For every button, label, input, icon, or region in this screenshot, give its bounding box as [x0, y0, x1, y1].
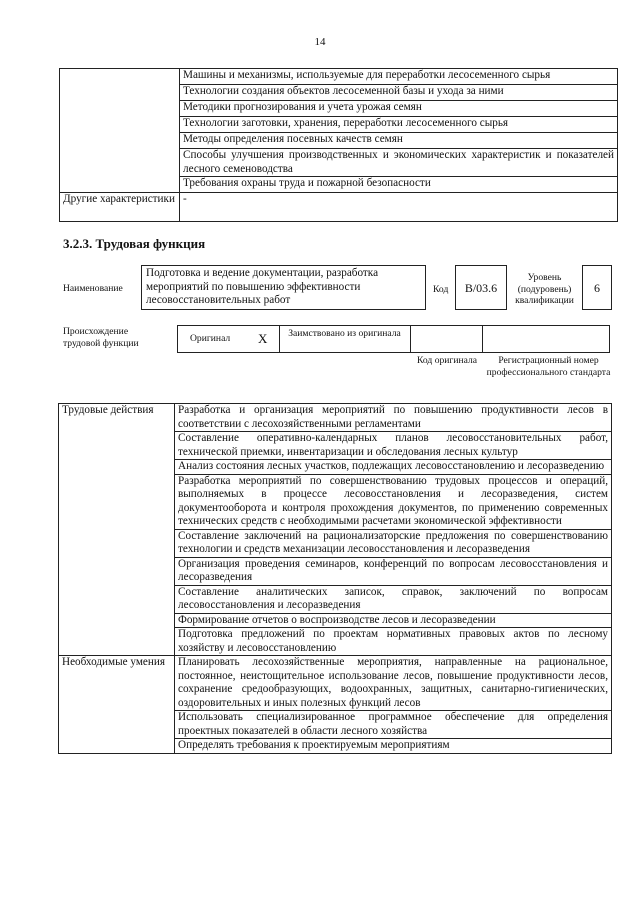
code-label: Код: [433, 284, 449, 295]
level-value-box: [582, 265, 612, 310]
level-value: 6: [594, 281, 600, 295]
table-cell: Составление оперативно-календарных планов лесовосстановительных работ, технической приемки, инвентаризации и обследования лесных культур: [175, 432, 612, 460]
table-row: [59, 404, 612, 432]
skills-label: Необходимые умения: [59, 656, 175, 754]
code-value: B/03.6: [464, 281, 498, 295]
origin-divider-1: [279, 325, 280, 353]
reg-caption: Регистрационный номер профессионального стандарта: [486, 355, 611, 378]
main-table: [58, 403, 612, 754]
table-cell: Разработка мероприятий по совершенствованию трудовых процессов и операций, выполняемых в процессе лесовосстановления и лесоразведения, систем документооборота и контроля прохождения документов, по применению современных технических средств с необходимыми расчетами экономической эффективности: [175, 474, 612, 529]
table-cell: Способы улучшения производственных и экономических характеристик и показателей лесного семеноводства: [180, 149, 618, 177]
table-row: [60, 193, 618, 222]
name-value-box: [141, 265, 426, 310]
level-label: Уровень (подуровень) квалификации: [515, 272, 574, 306]
table-cell: Машины и механизмы, используемые для переработки лесосеменного сырья: [180, 69, 618, 85]
code-value-box: [455, 265, 507, 310]
table-cell: Использовать специализированное программное обеспечение для определения проектных показателей в области лесного хозяйства: [175, 711, 612, 739]
other-characteristics-value: -: [180, 193, 618, 222]
borrowed-label: Заимствовано из оригинала: [288, 328, 401, 339]
table-cell: Определять требования к проектируемым мероприятиям: [175, 739, 612, 754]
table-cell: Разработка и организация мероприятий по повышению продуктивности лесов в соответствии с лесохозяйственными регламентами: [175, 404, 612, 432]
actions-label: Трудовые действия: [59, 404, 175, 656]
table-cell: Составление заключений на рационализаторские предложения по совершенствованию технологии и средств механизации лесовосстановления и лесоразведения: [175, 529, 612, 557]
table-row: [60, 69, 618, 85]
table-cell: Методики прогнозирования и учета урожая семян: [180, 101, 618, 117]
origin-divider-3: [482, 325, 483, 353]
code-caption: Код оригинала: [416, 355, 478, 366]
table-row: [59, 656, 612, 711]
table-cell: Подготовка предложений по проектам нормативных правовых актов по лесному хозяйству и лесовосстановлению: [175, 628, 612, 656]
table-cell-empty: [60, 69, 180, 193]
table-cell: Методы определения посевных качеств семян: [180, 133, 618, 149]
table-cell: Требования охраны труда и пожарной безопасности: [180, 177, 618, 193]
page-number: 14: [314, 36, 326, 48]
name-value: Подготовка и ведение документации, разработка мероприятий по повышению эффективности лесовосстановительных работ: [146, 267, 379, 306]
other-characteristics-label: Другие характеристики: [60, 193, 180, 222]
origin-label: Происхождение трудовой функции: [63, 326, 139, 349]
table-cell: Технологии заготовки, хранения, переработки лесосеменного сырья: [180, 117, 618, 133]
origin-divider-2: [410, 325, 411, 353]
name-label: Наименование: [63, 283, 123, 294]
table-cell: Организация проведения семинаров, конференций по вопросам лесовосстановления и лесоразведения: [175, 557, 612, 585]
table-cell: Технологии создания объектов лесосеменной базы и ухода за ними: [180, 85, 618, 101]
table-cell: Анализ состояния лесных участков, подлежащих лесовосстановлению и лесоразведению: [175, 460, 612, 475]
top-knowledge-table: [59, 68, 618, 222]
table-cell: Формирование отчетов о воспроизводстве лесов и лесоразведении: [175, 613, 612, 628]
table-cell: Составление аналитических записок, справок, заключений по вопросам лесовосстановления и лесоразведения: [175, 585, 612, 613]
original-mark: X: [258, 331, 268, 346]
original-label: Оригинал: [190, 333, 231, 344]
section-title: 3.2.3. Трудовая функция: [63, 236, 206, 251]
table-cell: Планировать лесохозяйственные мероприятия, направленные на рациональное, постоянное, неистощительное использование лесов, повышение продуктивности лесов, сохранение средообразующих, водоохранных, защитных, санитарно-гигиенических, оздоровительных и иных полезных функций лесов: [175, 656, 612, 711]
